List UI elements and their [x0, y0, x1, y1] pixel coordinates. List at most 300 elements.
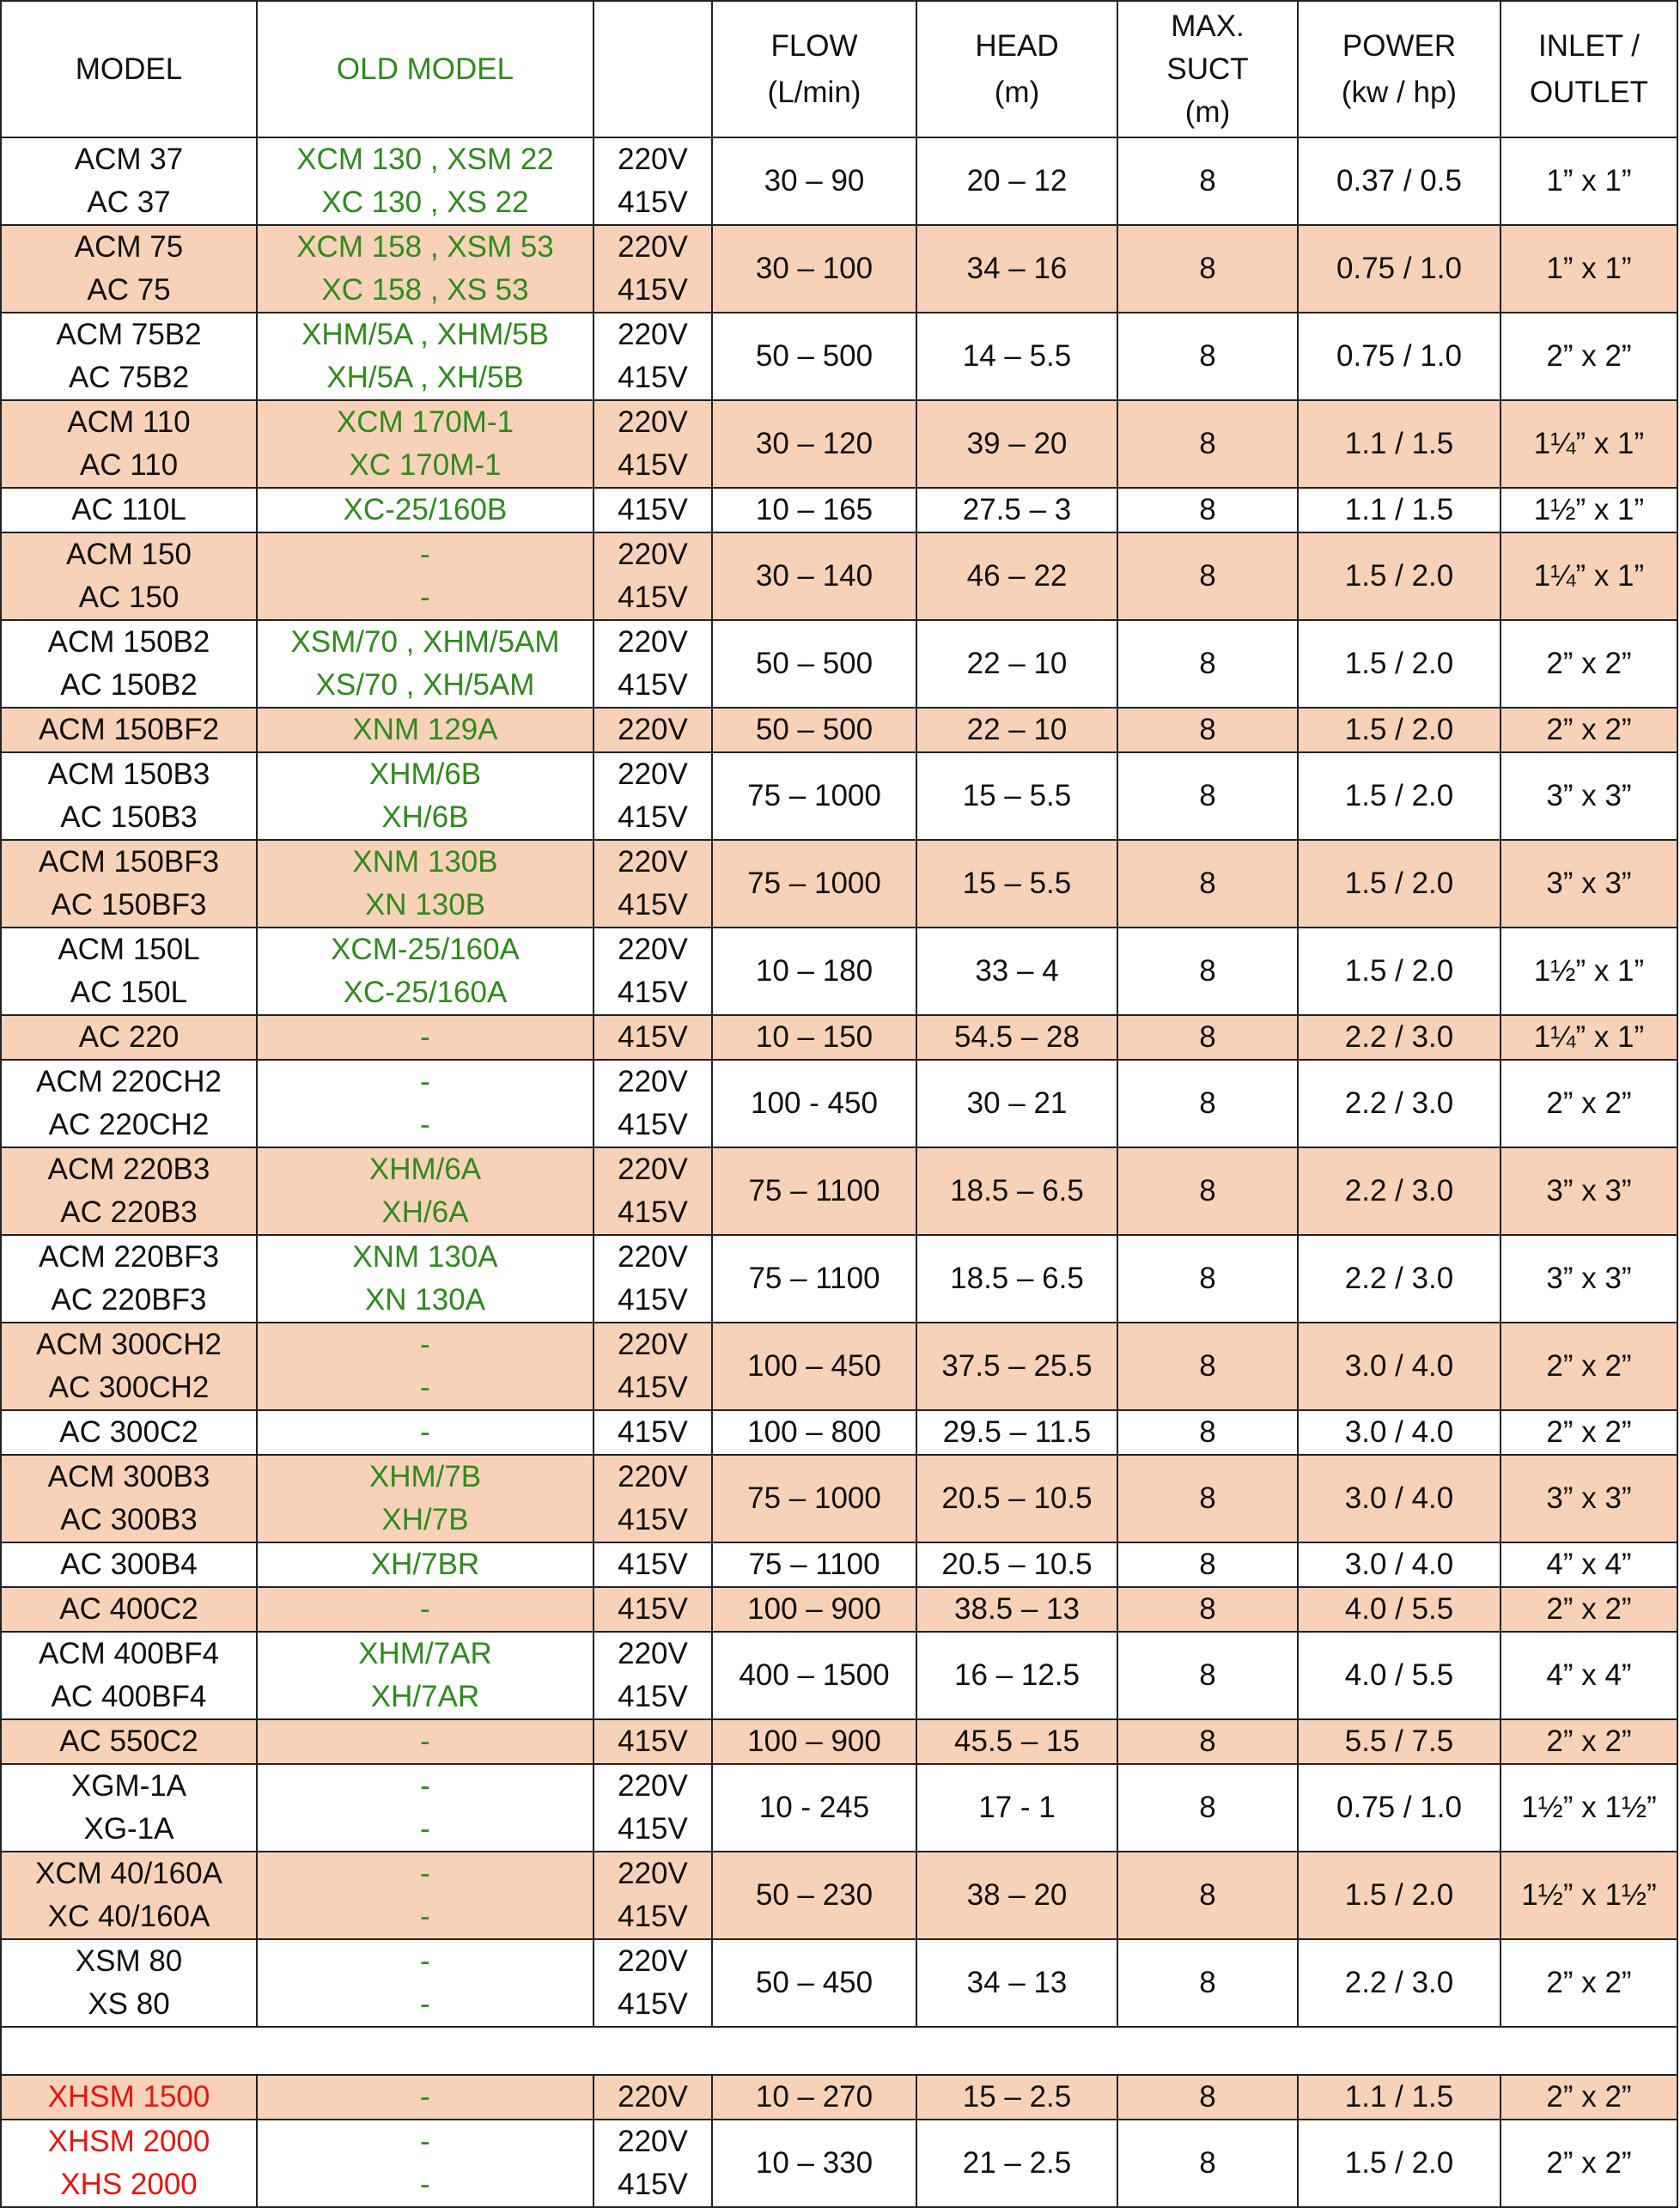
flow-cell: 50 – 500: [712, 313, 916, 400]
inlet-outlet-cell: 2” x 2”: [1500, 2120, 1677, 2207]
voltage-cell-line: 220V: [618, 1328, 688, 1361]
old-model-cell: [257, 620, 593, 708]
voltage-cell: [593, 1632, 712, 1719]
old-model-cell-line: -: [420, 1857, 430, 1890]
voltage-cell-line: 220V: [618, 1637, 688, 1670]
table-row: [1, 928, 1677, 1015]
voltage-cell-line: 415V: [618, 1987, 688, 2021]
inlet-outlet-cell: 2” x 2”: [1500, 1323, 1677, 1410]
head-cell: 54.5 – 28: [916, 1015, 1117, 1060]
max-suct-cell: 8: [1117, 1455, 1298, 1542]
model-cell: [1, 1455, 257, 1542]
head-cell: 39 – 20: [916, 400, 1117, 488]
model-cell-line: AC 220CH2: [48, 1108, 210, 1141]
old-model-cell-line: XH/6B: [381, 800, 469, 834]
flow-cell: 30 – 100: [712, 225, 916, 313]
model-cell-line: ACM 150B2: [47, 625, 210, 659]
voltage-cell: [593, 1764, 712, 1852]
old-model-cell-line: -: [420, 1812, 430, 1846]
voltage-cell-line: 415V: [618, 976, 688, 1009]
old-model-cell: [257, 400, 593, 488]
old-model-cell-line: XCM 170M-1: [336, 405, 514, 439]
voltage-cell: [593, 137, 712, 225]
power-cell: 0.37 / 0.5: [1298, 137, 1500, 225]
flow-cell: 400 – 1500: [712, 1632, 916, 1719]
model-cell-line: ACM 110: [67, 405, 191, 439]
voltage-cell-line: 415V: [618, 1371, 688, 1404]
old-model-cell-line: -: [420, 538, 430, 571]
power-cell: 1.5 / 2.0: [1298, 532, 1500, 620]
table-row: [1, 488, 1677, 532]
model-cell-line: AC 110: [79, 448, 179, 482]
voltage-cell: [593, 225, 712, 313]
flow-cell: 75 – 1100: [712, 1542, 916, 1587]
old-model-cell-line: -: [420, 1769, 430, 1803]
voltage-cell: [593, 1719, 712, 1764]
voltage-cell-line: 220V: [618, 1769, 688, 1803]
model-cell-line: ACM 400BF4: [38, 1637, 220, 1670]
power-cell: 4.0 / 5.5: [1298, 1632, 1500, 1719]
voltage-cell: [593, 1587, 712, 1632]
voltage-cell: [593, 1015, 712, 1060]
power-cell: 3.0 / 4.0: [1298, 1542, 1500, 1587]
voltage-cell-line: 220V: [618, 625, 688, 659]
power-cell: 5.5 / 7.5: [1298, 1719, 1500, 1764]
max-suct-cell: 8: [1117, 1410, 1298, 1455]
flow-cell: 10 - 245: [712, 1764, 916, 1852]
old-model-cell: [257, 1542, 593, 1587]
model-cell-line: AC 300B3: [60, 1503, 198, 1536]
model-cell: [1, 400, 257, 488]
model-cell-line: ACM 300CH2: [36, 1328, 222, 1361]
power-cell: 2.2 / 3.0: [1298, 1060, 1500, 1147]
voltage-cell-line: 415V: [618, 1724, 688, 1758]
power-cell: 3.0 / 4.0: [1298, 1410, 1500, 1455]
voltage-cell-line: 415V: [618, 361, 688, 394]
old-model-cell-line: -: [420, 1020, 430, 1054]
old-model-cell-line: XH/5A , XH/5B: [326, 361, 524, 394]
head-cell: 27.5 – 3: [916, 488, 1117, 532]
inlet-outlet-cell: 1½” x 1”: [1500, 488, 1677, 532]
power-cell: 4.0 / 5.5: [1298, 1587, 1500, 1632]
voltage-cell-line: 220V: [618, 757, 688, 791]
old-model-cell-line: XC 170M-1: [349, 448, 502, 482]
old-model-cell-line: -: [420, 1592, 430, 1626]
table-row: [1, 1587, 1677, 1632]
old-model-cell-line: -: [420, 2168, 430, 2201]
table-row: [1, 1632, 1677, 1719]
table-row: [1, 1410, 1677, 1455]
model-cell: [1, 1015, 257, 1060]
table-row: [1, 1719, 1677, 1764]
old-model-cell: [257, 1632, 593, 1719]
max-suct-cell: 8: [1117, 2075, 1298, 2120]
header-inlet-outlet: INLET / OUTLET: [1500, 1, 1677, 137]
power-cell: 1.1 / 1.5: [1298, 2075, 1500, 2120]
old-model-cell: [257, 1323, 593, 1410]
old-model-cell-line: XCM 158 , XSM 53: [296, 230, 554, 264]
voltage-cell-line: 415V: [618, 1020, 688, 1054]
flow-cell: 10 – 180: [712, 928, 916, 1015]
head-cell: 15 – 5.5: [916, 752, 1117, 840]
old-model-cell: [257, 532, 593, 620]
model-cell: [1, 313, 257, 400]
old-model-cell-line: -: [420, 1371, 430, 1404]
model-cell-line: XGM-1A: [70, 1769, 187, 1803]
model-cell-line: XG-1A: [83, 1812, 174, 1846]
voltage-cell-line: 415V: [618, 1108, 688, 1141]
head-cell: 45.5 – 15: [916, 1719, 1117, 1764]
old-model-cell: [257, 1852, 593, 1939]
inlet-outlet-cell: 1½” x 1”: [1500, 928, 1677, 1015]
flow-cell: 100 – 450: [712, 1323, 916, 1410]
flow-cell: 50 – 500: [712, 620, 916, 708]
max-suct-cell: 8: [1117, 225, 1298, 313]
model-cell-line: ACM 150BF2: [38, 713, 220, 746]
head-cell: 38 – 20: [916, 1852, 1117, 1939]
head-cell: 22 – 10: [916, 620, 1117, 708]
voltage-cell: [593, 840, 712, 928]
max-suct-cell: 8: [1117, 1632, 1298, 1719]
head-cell: 18.5 – 6.5: [916, 1147, 1117, 1235]
max-suct-cell: 8: [1117, 1015, 1298, 1060]
model-cell: [1, 752, 257, 840]
model-cell: [1, 532, 257, 620]
max-suct-cell: 8: [1117, 313, 1298, 400]
old-model-cell-line: -: [420, 581, 430, 614]
old-model-cell: [257, 137, 593, 225]
max-suct-cell: 8: [1117, 137, 1298, 225]
voltage-cell-line: 220V: [618, 1240, 688, 1274]
inlet-outlet-cell: 2” x 2”: [1500, 2075, 1677, 2120]
old-model-cell: [257, 225, 593, 313]
model-cell-line: XHS 2000: [60, 2168, 198, 2201]
old-model-cell: [257, 1235, 593, 1323]
model-cell: [1, 1060, 257, 1147]
flow-cell: 10 – 270: [712, 2075, 916, 2120]
old-model-cell-line: -: [420, 1944, 430, 1978]
head-cell: 37.5 – 25.5: [916, 1323, 1117, 1410]
model-cell-line: AC 220: [78, 1020, 180, 1054]
model-cell-line: AC 37: [87, 186, 171, 219]
head-cell: 20.5 – 10.5: [916, 1455, 1117, 1542]
model-cell-line: ACM 220CH2: [36, 1065, 222, 1098]
model-cell-line: AC 150B2: [60, 668, 198, 702]
old-model-cell-line: XH/6A: [381, 1195, 469, 1229]
max-suct-cell: 8: [1117, 1323, 1298, 1410]
model-cell: [1, 137, 257, 225]
old-model-cell: [257, 1719, 593, 1764]
old-model-cell-line: -: [420, 1065, 430, 1098]
table-row: [1, 1147, 1677, 1235]
head-cell: 16 – 12.5: [916, 1632, 1117, 1719]
voltage-cell-line: 415V: [618, 1415, 688, 1449]
old-model-cell-line: -: [420, 1108, 430, 1141]
model-cell: [1, 1764, 257, 1852]
model-cell-line: AC 150BF3: [51, 888, 207, 922]
voltage-cell-line: 220V: [618, 845, 688, 879]
old-model-cell: [257, 752, 593, 840]
old-model-cell: [257, 1060, 593, 1147]
head-cell: 20 – 12: [916, 137, 1117, 225]
flow-cell: 75 – 1100: [712, 1147, 916, 1235]
table-row: [1, 532, 1677, 620]
old-model-cell-line: XH/7AR: [370, 1680, 480, 1713]
old-model-cell-line: -: [420, 2080, 430, 2114]
inlet-outlet-cell: 4” x 4”: [1500, 1542, 1677, 1587]
voltage-cell-line: 220V: [618, 143, 688, 176]
model-cell-line: AC 220B3: [60, 1195, 198, 1229]
voltage-cell-line: 220V: [618, 933, 688, 966]
voltage-cell-line: 415V: [618, 448, 688, 482]
table-row: [1, 2075, 1677, 2120]
voltage-cell-line: 220V: [618, 405, 688, 439]
voltage-cell-line: 220V: [618, 1857, 688, 1890]
model-cell-line: XC 40/160A: [47, 1900, 210, 1933]
inlet-outlet-cell: 2” x 2”: [1500, 708, 1677, 752]
model-cell: [1, 708, 257, 752]
old-model-cell: [257, 1147, 593, 1235]
model-cell: [1, 840, 257, 928]
table-row: [1, 708, 1677, 752]
max-suct-cell: 8: [1117, 1764, 1298, 1852]
head-cell: 14 – 5.5: [916, 313, 1117, 400]
model-cell-line: XSM 80: [75, 1944, 183, 1978]
max-suct-cell: 8: [1117, 488, 1298, 532]
old-model-cell: [257, 1410, 593, 1455]
header-power: POWER (kw / hp): [1298, 1, 1500, 137]
old-model-cell-line: -: [420, 1900, 430, 1933]
inlet-outlet-cell: 2” x 2”: [1500, 1060, 1677, 1147]
old-model-cell-line: XC-25/160B: [343, 493, 508, 526]
header-head: HEAD (m): [916, 1, 1117, 137]
old-model-cell-line: XNM 130B: [352, 845, 498, 879]
table-row: [1, 137, 1677, 225]
model-cell-line: AC 110L: [71, 493, 186, 526]
voltage-cell-line: 415V: [618, 1812, 688, 1846]
max-suct-cell: 8: [1117, 532, 1298, 620]
model-cell-line: AC 75: [87, 273, 171, 307]
model-cell: [1, 1587, 257, 1632]
voltage-cell: [593, 313, 712, 400]
max-suct-cell: 8: [1117, 840, 1298, 928]
voltage-cell: [593, 1235, 712, 1323]
voltage-cell-line: 220V: [618, 230, 688, 264]
head-cell: 33 – 4: [916, 928, 1117, 1015]
inlet-outlet-cell: 2” x 2”: [1500, 1719, 1677, 1764]
max-suct-cell: 8: [1117, 1852, 1298, 1939]
model-cell-line: AC 150B3: [60, 800, 198, 834]
power-cell: 0.75 / 1.0: [1298, 313, 1500, 400]
max-suct-cell: 8: [1117, 1542, 1298, 1587]
power-cell: 1.5 / 2.0: [1298, 708, 1500, 752]
table-row: [1, 840, 1677, 928]
table-row: [1, 620, 1677, 708]
model-cell-line: XHSM 2000: [47, 2125, 210, 2158]
voltage-cell-line: 415V: [618, 668, 688, 702]
model-cell: [1, 1542, 257, 1587]
model-cell-line: XHSM 1500: [47, 2080, 210, 2114]
max-suct-cell: 8: [1117, 1060, 1298, 1147]
model-cell: [1, 488, 257, 532]
voltage-cell: [593, 1852, 712, 1939]
flow-cell: 30 – 140: [712, 532, 916, 620]
inlet-outlet-cell: 3” x 3”: [1500, 1147, 1677, 1235]
old-model-cell-line: -: [420, 1724, 430, 1758]
max-suct-cell: 8: [1117, 708, 1298, 752]
voltage-cell-line: 220V: [618, 2080, 688, 2114]
model-cell: [1, 620, 257, 708]
table-row: [1, 313, 1677, 400]
table-row: [1, 1060, 1677, 1147]
model-cell-line: ACM 37: [74, 143, 184, 176]
model-cell-line: XCM 40/160A: [35, 1857, 222, 1890]
old-model-cell: [257, 708, 593, 752]
max-suct-cell: 8: [1117, 752, 1298, 840]
flow-cell: 75 – 1000: [712, 752, 916, 840]
inlet-outlet-cell: 1” x 1”: [1500, 225, 1677, 313]
max-suct-cell: 8: [1117, 620, 1298, 708]
old-model-cell-line: XC-25/160A: [343, 976, 508, 1009]
model-cell: [1, 1147, 257, 1235]
table-row: [1, 1542, 1677, 1587]
power-cell: 3.0 / 4.0: [1298, 1455, 1500, 1542]
old-model-cell-line: XHM/7AR: [358, 1637, 492, 1670]
power-cell: 1.5 / 2.0: [1298, 840, 1500, 928]
old-model-cell-line: -: [420, 2125, 430, 2158]
model-cell: [1, 1235, 257, 1323]
table-row: [1, 1939, 1677, 2027]
model-cell-line: ACM 300B3: [47, 1460, 210, 1493]
flow-cell: 100 - 450: [712, 1060, 916, 1147]
power-cell: 1.1 / 1.5: [1298, 400, 1500, 488]
spacer-cell: [1, 2027, 1677, 2075]
model-cell-line: ACM 150L: [58, 933, 200, 966]
old-model-cell: [257, 928, 593, 1015]
voltage-cell: [593, 532, 712, 620]
head-cell: 15 – 5.5: [916, 840, 1117, 928]
model-cell: [1, 928, 257, 1015]
model-cell-line: AC 400BF4: [51, 1680, 207, 1713]
voltage-cell-line: 220V: [618, 2125, 688, 2158]
model-cell-line: AC 550C2: [59, 1724, 198, 1758]
table-row: [1, 400, 1677, 488]
old-model-cell-line: XH/7B: [381, 1503, 469, 1536]
power-cell: 2.2 / 3.0: [1298, 1939, 1500, 2027]
head-cell: 22 – 10: [916, 708, 1117, 752]
inlet-outlet-cell: 1” x 1”: [1500, 137, 1677, 225]
voltage-cell-line: 415V: [618, 1900, 688, 1933]
voltage-cell: [593, 1323, 712, 1410]
max-suct-cell: 8: [1117, 400, 1298, 488]
inlet-outlet-cell: 1¼” x 1”: [1500, 400, 1677, 488]
old-model-cell-line: XCM 130 , XSM 22: [296, 143, 554, 176]
power-cell: 2.2 / 3.0: [1298, 1147, 1500, 1235]
voltage-cell-line: 415V: [618, 1680, 688, 1713]
model-cell: [1, 1323, 257, 1410]
voltage-cell-line: 220V: [618, 318, 688, 351]
model-cell-line: AC 300C2: [59, 1415, 198, 1449]
max-suct-cell: 8: [1117, 1587, 1298, 1632]
inlet-outlet-cell: 1½” x 1½”: [1500, 1764, 1677, 1852]
model-cell-line: AC 150: [78, 581, 180, 614]
flow-cell: 30 – 90: [712, 137, 916, 225]
flow-cell: 75 – 1000: [712, 1455, 916, 1542]
voltage-cell: [593, 1410, 712, 1455]
inlet-outlet-cell: 3” x 3”: [1500, 752, 1677, 840]
old-model-cell: [257, 840, 593, 928]
old-model-cell: [257, 1939, 593, 2027]
model-cell: [1, 225, 257, 313]
flow-cell: 10 – 150: [712, 1015, 916, 1060]
table-row: [1, 1235, 1677, 1323]
max-suct-cell: 8: [1117, 1939, 1298, 2027]
old-model-cell-line: -: [420, 1987, 430, 2021]
power-cell: 2.2 / 3.0: [1298, 1015, 1500, 1060]
spacer-row: [1, 2027, 1677, 2075]
model-cell-line: ACM 150BF3: [38, 845, 220, 879]
power-cell: 1.5 / 2.0: [1298, 928, 1500, 1015]
max-suct-cell: 8: [1117, 1235, 1298, 1323]
model-cell: [1, 2075, 257, 2120]
max-suct-cell: 8: [1117, 1719, 1298, 1764]
flow-cell: 50 – 450: [712, 1939, 916, 2027]
table-body: [1, 137, 1677, 2207]
model-cell-line: AC 300B4: [60, 1548, 198, 1581]
header-voltage: [593, 1, 712, 137]
voltage-cell-line: 220V: [618, 713, 688, 746]
header-max-suct: MAX. SUCT (m): [1117, 1, 1298, 137]
head-cell: 15 – 2.5: [916, 2075, 1117, 2120]
old-model-cell: [257, 313, 593, 400]
flow-cell: 75 – 1100: [712, 1235, 916, 1323]
voltage-cell-line: 415V: [618, 1548, 688, 1581]
inlet-outlet-cell: 1½” x 1½”: [1500, 1852, 1677, 1939]
header-flow: FLOW (L/min): [712, 1, 916, 137]
voltage-cell-line: 220V: [618, 1460, 688, 1493]
header-old-model: OLD MODEL: [257, 1, 593, 137]
flow-cell: 50 – 500: [712, 708, 916, 752]
model-cell-line: ACM 150B3: [47, 757, 210, 791]
model-cell-line: XS 80: [88, 1987, 170, 2021]
power-cell: 0.75 / 1.0: [1298, 225, 1500, 313]
flow-cell: 10 – 330: [712, 2120, 916, 2207]
flow-cell: 10 – 165: [712, 488, 916, 532]
inlet-outlet-cell: 3” x 3”: [1500, 1235, 1677, 1323]
voltage-cell-line: 220V: [618, 1944, 688, 1978]
old-model-cell-line: XN 130B: [364, 888, 486, 922]
head-cell: 34 – 13: [916, 1939, 1117, 2027]
old-model-cell: [257, 1587, 593, 1632]
voltage-cell-line: 415V: [618, 273, 688, 307]
table-row: [1, 752, 1677, 840]
old-model-cell-line: XNM 130A: [352, 1240, 498, 1274]
voltage-cell: [593, 488, 712, 532]
old-model-cell-line: -: [420, 1415, 430, 1449]
power-cell: 0.75 / 1.0: [1298, 1764, 1500, 1852]
voltage-cell: [593, 1542, 712, 1587]
table-row: [1, 1764, 1677, 1852]
inlet-outlet-cell: 2” x 2”: [1500, 1587, 1677, 1632]
model-cell-line: AC 220BF3: [51, 1283, 207, 1317]
inlet-outlet-cell: 1¼” x 1”: [1500, 532, 1677, 620]
header-model: MODEL: [1, 1, 257, 137]
power-cell: 3.0 / 4.0: [1298, 1323, 1500, 1410]
old-model-cell-line: -: [420, 1328, 430, 1361]
old-model-cell-line: XH/7BR: [370, 1548, 480, 1581]
model-cell-line: ACM 75: [74, 230, 184, 264]
flow-cell: 100 – 900: [712, 1587, 916, 1632]
